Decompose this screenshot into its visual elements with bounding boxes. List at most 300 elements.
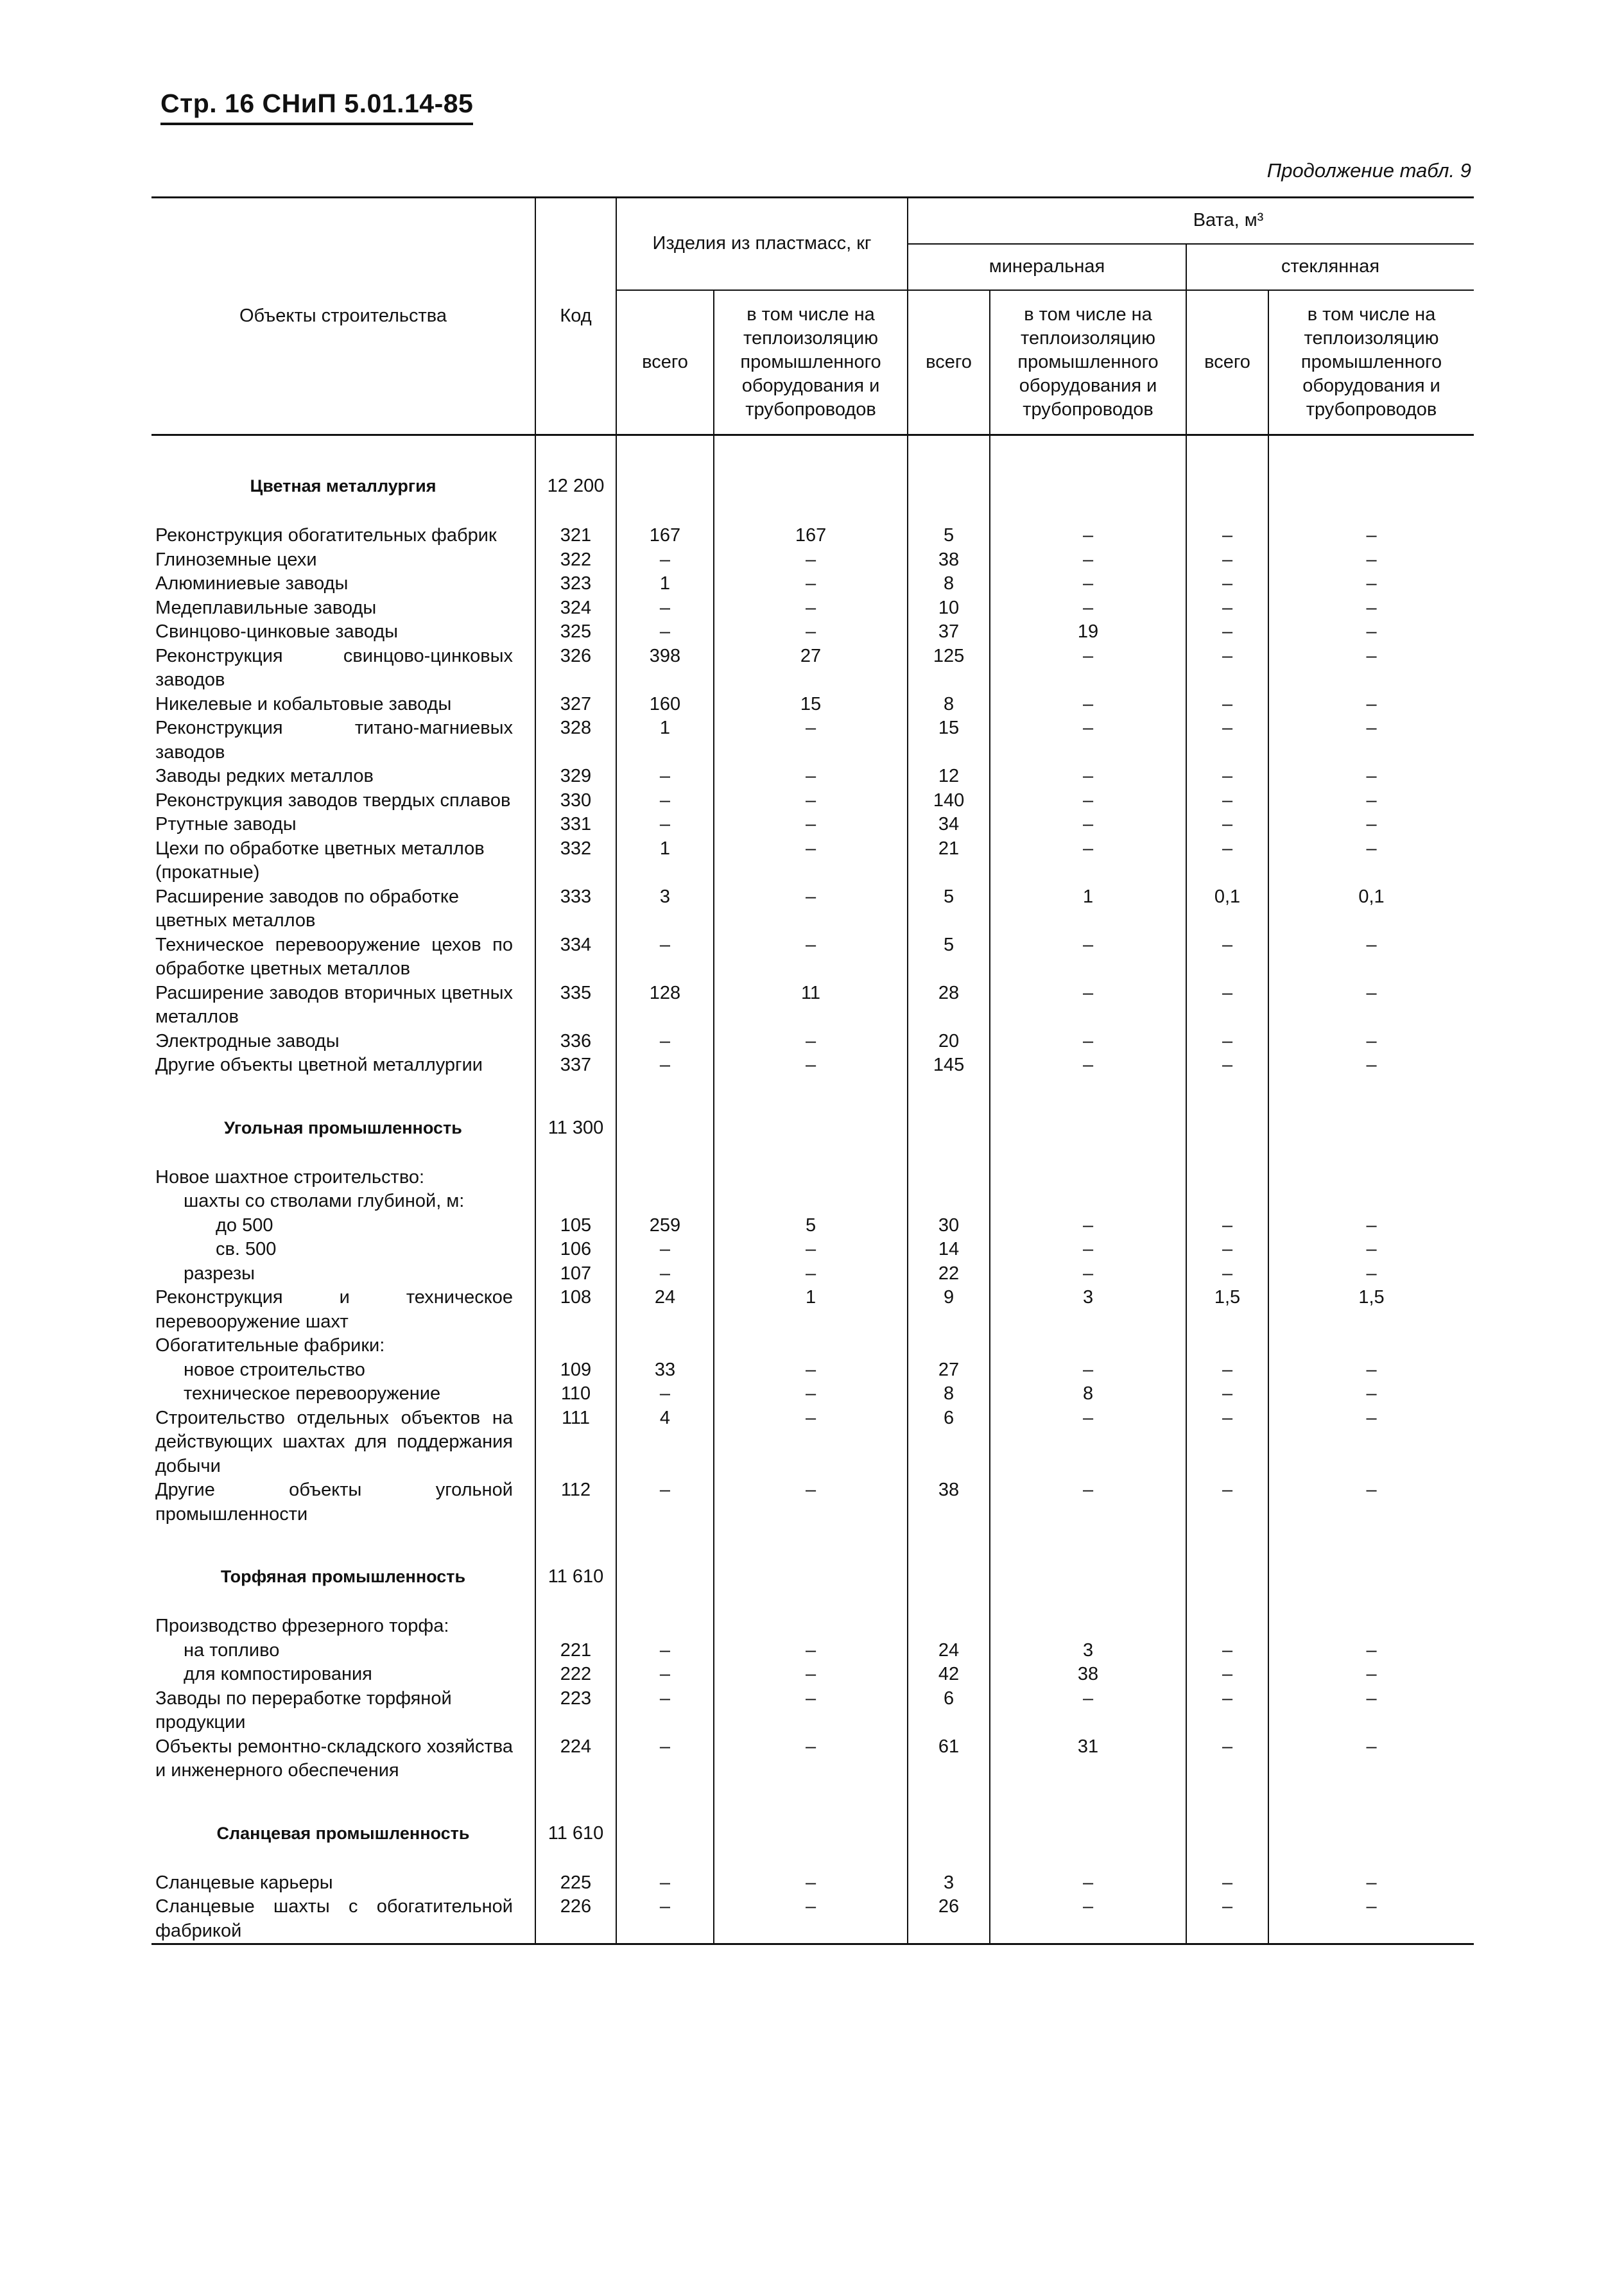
cell-mineral-total: 27 xyxy=(908,1358,990,1383)
cell-glass-incl: – xyxy=(1366,1639,1377,1661)
row-object-name: техническое перевооружение xyxy=(151,1382,535,1406)
table-row xyxy=(151,933,1474,981)
section-title: Сланцевая промышленность xyxy=(151,1783,535,1871)
cell-plastics-total xyxy=(616,1614,714,1639)
cell-mineral-total: 9 xyxy=(908,1286,990,1334)
empty-cell xyxy=(908,1783,990,1871)
row-code: 224 xyxy=(535,1735,616,1783)
cell-mineral-total: 24 xyxy=(908,1639,990,1663)
row-object-name: шахты со стволами глубиной, м: xyxy=(151,1189,535,1214)
cell-plastics-total: – xyxy=(616,596,714,621)
cell-glass-total: – xyxy=(1186,524,1268,548)
cell-glass-incl: – xyxy=(1366,1030,1377,1051)
row-object-name: до 500 xyxy=(151,1214,535,1238)
table-row xyxy=(151,1334,1474,1358)
cell-glass-total: 0,1 xyxy=(1186,885,1268,933)
empty-cell xyxy=(990,1526,1186,1614)
cell-mineral-total xyxy=(908,1166,990,1190)
cell-glass-incl: – xyxy=(1366,525,1377,546)
empty-cell xyxy=(714,1783,908,1871)
table-row xyxy=(151,524,1474,548)
row-object-name: Объекты ремонтно-складского хозяйства и инженерного обеспечения xyxy=(151,1735,535,1783)
cell-mineral-incl: 3 xyxy=(990,1286,1186,1334)
cell-glass-total: – xyxy=(1186,981,1268,1030)
row-code: 329 xyxy=(535,765,616,789)
cell-plastics-incl: – xyxy=(714,885,908,933)
cell-mineral-total: 8 xyxy=(908,572,990,596)
table-row xyxy=(151,596,1474,621)
section-title: Торфяная промышленность xyxy=(151,1526,535,1614)
cell-mineral-total xyxy=(908,1614,990,1639)
row-object-name: Реконструкция заводов твердых сплавов xyxy=(151,789,535,813)
cell-glass-incl: – xyxy=(1366,1872,1377,1893)
row-code: 334 xyxy=(535,933,616,981)
cell-glass-total: – xyxy=(1186,1478,1268,1526)
cell-mineral-incl: – xyxy=(990,1262,1186,1286)
cell-mineral-incl: 19 xyxy=(990,620,1186,644)
cell-glass-incl: – xyxy=(1366,790,1377,811)
cell-glass-total: – xyxy=(1186,1053,1268,1078)
col-plastics-header: Изделия из пластмасс, кг xyxy=(616,198,908,290)
row-code: 223 xyxy=(535,1687,616,1735)
row-code: 108 xyxy=(535,1286,616,1334)
row-object-name: Производство фрезерного торфа: xyxy=(151,1614,535,1639)
table-row xyxy=(151,1895,1474,1944)
row-object-name: разрезы xyxy=(151,1262,535,1286)
section-code: 11 610 xyxy=(535,1783,616,1871)
cell-mineral-incl: 8 xyxy=(990,1382,1186,1406)
cell-plastics-incl xyxy=(714,1334,908,1358)
cell-glass-incl: – xyxy=(1366,766,1377,786)
col-glass-incl: в том числе на теплоизоляцию промышленного оборудования и трубопроводов xyxy=(1268,290,1474,435)
cell-plastics-incl: 167 xyxy=(714,524,908,548)
cell-mineral-incl: – xyxy=(990,1406,1186,1479)
cell-glass-incl: – xyxy=(1366,1407,1377,1428)
table-body xyxy=(151,435,1474,1944)
table-row xyxy=(151,981,1474,1030)
cell-plastics-total xyxy=(616,1189,714,1214)
empty-cell xyxy=(1186,1783,1268,1871)
cell-mineral-total: 20 xyxy=(908,1030,990,1054)
cell-plastics-total: – xyxy=(616,933,714,981)
cell-plastics-total: – xyxy=(616,1895,714,1944)
cell-mineral-total: 6 xyxy=(908,1687,990,1735)
cell-mineral-total: 3 xyxy=(908,1871,990,1896)
row-code: 110 xyxy=(535,1382,616,1406)
cell-mineral-total: 5 xyxy=(908,933,990,981)
cell-mineral-total xyxy=(908,1189,990,1214)
table-row xyxy=(151,789,1474,813)
cell-plastics-incl: – xyxy=(714,1735,908,1783)
cell-mineral-total: 10 xyxy=(908,596,990,621)
cell-glass-incl: – xyxy=(1366,982,1377,1003)
row-code: 322 xyxy=(535,548,616,573)
row-object-name: Сланцевые карьеры xyxy=(151,1871,535,1896)
cell-plastics-incl: – xyxy=(714,716,908,765)
row-object-name: Никелевые и кобальтовые заводы xyxy=(151,693,535,717)
cell-mineral-total: 26 xyxy=(908,1895,990,1944)
table-row xyxy=(151,1053,1474,1078)
cell-mineral-incl: – xyxy=(990,548,1186,573)
cell-glass-incl: – xyxy=(1366,549,1377,570)
empty-cell xyxy=(908,435,990,524)
cell-glass-total: – xyxy=(1186,837,1268,885)
row-object-name: для компостирования xyxy=(151,1663,535,1687)
row-code: 331 xyxy=(535,813,616,837)
cell-mineral-incl: 3 xyxy=(990,1639,1186,1663)
cell-glass-total: – xyxy=(1186,1895,1268,1944)
col-glass-total: всего xyxy=(1186,290,1268,435)
table-row xyxy=(151,716,1474,765)
cell-glass-incl xyxy=(1268,1334,1474,1358)
row-object-name: Глиноземные цехи xyxy=(151,548,535,573)
cell-glass-incl: – xyxy=(1366,693,1377,714)
cell-plastics-incl: – xyxy=(714,1358,908,1383)
table-row xyxy=(151,1663,1474,1687)
cell-plastics-total: 128 xyxy=(616,981,714,1030)
row-code: 336 xyxy=(535,1030,616,1054)
table-row xyxy=(151,1030,1474,1054)
row-object-name: св. 500 xyxy=(151,1238,535,1262)
cell-plastics-incl: – xyxy=(714,1262,908,1286)
cell-glass-total: – xyxy=(1186,933,1268,981)
cell-plastics-total: 4 xyxy=(616,1406,714,1479)
empty-cell xyxy=(714,435,908,524)
row-object-name: Реконструкция и техническое перевооружение шахт xyxy=(151,1286,535,1334)
cell-glass-incl: – xyxy=(1366,621,1377,642)
cell-plastics-incl: – xyxy=(714,1663,908,1687)
cell-mineral-incl: – xyxy=(990,693,1186,717)
cell-glass-total: – xyxy=(1186,1871,1268,1896)
empty-cell xyxy=(990,1078,1186,1166)
empty-cell xyxy=(1268,1526,1474,1614)
cell-glass-incl: – xyxy=(1366,1214,1377,1236)
row-code: 326 xyxy=(535,644,616,693)
cell-glass-total: – xyxy=(1186,813,1268,837)
cell-mineral-incl: – xyxy=(990,1895,1186,1944)
table-header xyxy=(151,198,1474,435)
row-code: 112 xyxy=(535,1478,616,1526)
cell-mineral-incl: – xyxy=(990,1030,1186,1054)
cell-glass-total: – xyxy=(1186,1735,1268,1783)
row-code: 333 xyxy=(535,885,616,933)
row-object-name: Строительство отдельных объектов на действующих шахтах для поддержания добычи xyxy=(151,1406,535,1479)
empty-cell xyxy=(1186,435,1268,524)
row-code: 328 xyxy=(535,716,616,765)
cell-mineral-incl: – xyxy=(990,1053,1186,1078)
cell-plastics-incl: 27 xyxy=(714,644,908,693)
table-row xyxy=(151,572,1474,596)
row-code: 337 xyxy=(535,1053,616,1078)
col-mineral-incl: в том числе на теплоизоляцию промышленного оборудования и трубопроводов xyxy=(990,290,1186,435)
cell-glass-total: – xyxy=(1186,1406,1268,1479)
cell-mineral-total: 34 xyxy=(908,813,990,837)
cell-mineral-incl: 31 xyxy=(990,1735,1186,1783)
cell-mineral-total: 14 xyxy=(908,1238,990,1262)
cell-plastics-total: – xyxy=(616,548,714,573)
cell-plastics-total: – xyxy=(616,1735,714,1783)
row-object-name: Реконструкция титано-магниевых заводов xyxy=(151,716,535,765)
cell-glass-total: – xyxy=(1186,789,1268,813)
empty-cell xyxy=(908,1078,990,1166)
row-code: 321 xyxy=(535,524,616,548)
cell-glass-incl: – xyxy=(1366,1055,1377,1075)
cell-glass-incl: – xyxy=(1366,1383,1377,1404)
cell-glass-total: – xyxy=(1186,1687,1268,1735)
empty-cell xyxy=(1186,1078,1268,1166)
cell-glass-incl: – xyxy=(1366,573,1377,594)
cell-glass-incl: – xyxy=(1366,1359,1377,1380)
row-code: 222 xyxy=(535,1663,616,1687)
row-code: 325 xyxy=(535,620,616,644)
cell-glass-incl: – xyxy=(1366,1688,1377,1709)
row-object-name: Свинцово-цинковые заводы xyxy=(151,620,535,644)
section-row xyxy=(151,1078,1474,1166)
cell-plastics-total: – xyxy=(616,1053,714,1078)
row-code xyxy=(535,1189,616,1214)
cell-glass-incl xyxy=(1268,1166,1474,1190)
cell-plastics-incl xyxy=(714,1189,908,1214)
cell-plastics-incl: – xyxy=(714,1053,908,1078)
table-row xyxy=(151,1687,1474,1735)
cell-plastics-incl: – xyxy=(714,933,908,981)
cell-mineral-incl: – xyxy=(990,837,1186,885)
cell-glass-incl xyxy=(1268,1614,1474,1639)
cell-glass-total: – xyxy=(1186,644,1268,693)
cell-mineral-total: 8 xyxy=(908,1382,990,1406)
section-row xyxy=(151,435,1474,524)
row-code: 323 xyxy=(535,572,616,596)
cell-mineral-incl: – xyxy=(990,813,1186,837)
empty-cell xyxy=(1268,1783,1474,1871)
empty-cell xyxy=(1268,435,1474,524)
cell-mineral-total: 42 xyxy=(908,1663,990,1687)
cell-plastics-total: – xyxy=(616,1478,714,1526)
cell-plastics-incl: – xyxy=(714,1687,908,1735)
cell-mineral-incl: – xyxy=(990,524,1186,548)
row-code: 327 xyxy=(535,693,616,717)
cell-plastics-total xyxy=(616,1334,714,1358)
table-row xyxy=(151,1478,1474,1526)
section-title: Цветная металлургия xyxy=(151,435,535,524)
empty-cell xyxy=(616,1526,714,1614)
cell-glass-total xyxy=(1186,1166,1268,1190)
cell-mineral-total: 140 xyxy=(908,789,990,813)
row-object-name: Сланцевые шахты с обогатительной фабрикой xyxy=(151,1895,535,1944)
cell-mineral-total: 15 xyxy=(908,716,990,765)
cell-plastics-incl: – xyxy=(714,1238,908,1262)
row-object-name: Расширение заводов по обработке цветных металлов xyxy=(151,885,535,933)
cell-plastics-total: 167 xyxy=(616,524,714,548)
cell-mineral-total: 5 xyxy=(908,524,990,548)
table-row xyxy=(151,1382,1474,1406)
cell-plastics-incl: 11 xyxy=(714,981,908,1030)
col-glass-header: стеклянная xyxy=(1186,244,1474,290)
row-code xyxy=(535,1334,616,1358)
cell-plastics-incl: – xyxy=(714,620,908,644)
table-row xyxy=(151,885,1474,933)
empty-cell xyxy=(990,1783,1186,1871)
table-row xyxy=(151,1871,1474,1896)
row-object-name: Обогатительные фабрики: xyxy=(151,1334,535,1358)
empty-cell xyxy=(908,1526,990,1614)
col-code-header: Код xyxy=(535,198,616,435)
cell-mineral-incl: – xyxy=(990,644,1186,693)
table-row xyxy=(151,1214,1474,1238)
row-code: 105 xyxy=(535,1214,616,1238)
row-object-name: Медеплавильные заводы xyxy=(151,596,535,621)
row-code: 111 xyxy=(535,1406,616,1479)
table-continuation-label: Продолжение табл. 9 xyxy=(1266,159,1471,182)
cell-plastics-total: – xyxy=(616,813,714,837)
cell-mineral-incl: – xyxy=(990,596,1186,621)
cell-mineral-incl: – xyxy=(990,981,1186,1030)
table-row xyxy=(151,620,1474,644)
row-object-name: Расширение заводов вторичных цветных металлов xyxy=(151,981,535,1030)
cell-plastics-total: – xyxy=(616,789,714,813)
cell-glass-total: – xyxy=(1186,620,1268,644)
cell-glass-total: – xyxy=(1186,1262,1268,1286)
cell-mineral-total: 6 xyxy=(908,1406,990,1479)
cell-glass-incl: – xyxy=(1366,1239,1377,1259)
cell-plastics-incl: 5 xyxy=(714,1214,908,1238)
cell-glass-total xyxy=(1186,1189,1268,1214)
cell-glass-total: – xyxy=(1186,1663,1268,1687)
table-row xyxy=(151,1262,1474,1286)
col-mineral-header: минеральная xyxy=(908,244,1186,290)
cell-mineral-total: 145 xyxy=(908,1053,990,1078)
cell-plastics-total: 160 xyxy=(616,693,714,717)
section-row xyxy=(151,1526,1474,1614)
row-object-name: Новое шахтное строительство: xyxy=(151,1166,535,1190)
cell-glass-incl: – xyxy=(1366,838,1377,859)
table-row xyxy=(151,765,1474,789)
row-code xyxy=(535,1614,616,1639)
row-object-name: Электродные заводы xyxy=(151,1030,535,1054)
cell-glass-total: – xyxy=(1186,693,1268,717)
cell-plastics-incl: 1 xyxy=(714,1286,908,1334)
cell-mineral-incl xyxy=(990,1334,1186,1358)
empty-cell xyxy=(714,1078,908,1166)
row-code: 106 xyxy=(535,1238,616,1262)
table-row xyxy=(151,1286,1474,1334)
cell-plastics-incl: – xyxy=(714,813,908,837)
cell-glass-total: – xyxy=(1186,548,1268,573)
empty-cell xyxy=(616,1078,714,1166)
cell-mineral-incl: 38 xyxy=(990,1663,1186,1687)
table-row xyxy=(151,837,1474,885)
cell-plastics-total: 1 xyxy=(616,572,714,596)
section-code: 11 300 xyxy=(535,1078,616,1166)
cell-plastics-total: 398 xyxy=(616,644,714,693)
cell-glass-total: – xyxy=(1186,1639,1268,1663)
cell-mineral-total: 5 xyxy=(908,885,990,933)
cell-mineral-incl xyxy=(990,1189,1186,1214)
cell-plastics-total: 3 xyxy=(616,885,714,933)
cell-mineral-incl: – xyxy=(990,716,1186,765)
cell-glass-incl: – xyxy=(1366,1263,1377,1284)
cell-mineral-total: 61 xyxy=(908,1735,990,1783)
cell-mineral-total: 28 xyxy=(908,981,990,1030)
empty-cell xyxy=(714,1526,908,1614)
cell-mineral-incl: – xyxy=(990,1358,1186,1383)
cell-glass-total: – xyxy=(1186,596,1268,621)
cell-glass-total: – xyxy=(1186,1030,1268,1054)
row-object-name: Заводы редких металлов xyxy=(151,765,535,789)
row-object-name: новое строительство xyxy=(151,1358,535,1383)
row-object-name: Другие объекты угольной промышленности xyxy=(151,1478,535,1526)
table-row xyxy=(151,1358,1474,1383)
cell-mineral-total: 38 xyxy=(908,548,990,573)
data-table xyxy=(151,196,1474,1945)
table-row xyxy=(151,1614,1474,1639)
cell-plastics-total: 259 xyxy=(616,1214,714,1238)
cell-plastics-incl: – xyxy=(714,572,908,596)
cell-glass-total: – xyxy=(1186,1238,1268,1262)
cell-plastics-total: – xyxy=(616,765,714,789)
cell-plastics-incl xyxy=(714,1166,908,1190)
cell-plastics-total: – xyxy=(616,1639,714,1663)
row-code: 226 xyxy=(535,1895,616,1944)
cell-plastics-total: 1 xyxy=(616,837,714,885)
cell-glass-total: – xyxy=(1186,765,1268,789)
cell-plastics-incl: – xyxy=(714,596,908,621)
cell-plastics-total: – xyxy=(616,1238,714,1262)
cell-mineral-incl: – xyxy=(990,789,1186,813)
col-objects-header: Объекты строительства xyxy=(151,198,535,435)
table-row xyxy=(151,1238,1474,1262)
cell-mineral-total: 21 xyxy=(908,837,990,885)
cell-plastics-total: – xyxy=(616,1382,714,1406)
cell-mineral-incl: – xyxy=(990,933,1186,981)
cell-glass-incl xyxy=(1268,1189,1474,1214)
cell-mineral-incl: 1 xyxy=(990,885,1186,933)
cell-plastics-incl: – xyxy=(714,1382,908,1406)
data-table-container xyxy=(151,196,1474,2090)
row-object-name: Техническое перевооружение цехов по обработке цветных металлов xyxy=(151,933,535,981)
section-code: 12 200 xyxy=(535,435,616,524)
row-object-name: Заводы по переработке торфяной продукции xyxy=(151,1687,535,1735)
row-object-name: Алюминиевые заводы xyxy=(151,572,535,596)
col-mineral-total: всего xyxy=(908,290,990,435)
cell-mineral-total: 22 xyxy=(908,1262,990,1286)
row-code: 330 xyxy=(535,789,616,813)
cell-glass-incl: – xyxy=(1366,645,1377,666)
cell-glass-total: – xyxy=(1186,716,1268,765)
table-row xyxy=(151,813,1474,837)
cell-glass-incl: – xyxy=(1366,597,1377,618)
table-row xyxy=(151,1166,1474,1190)
cell-mineral-incl: – xyxy=(990,1871,1186,1896)
cell-plastics-total: – xyxy=(616,1030,714,1054)
cell-plastics-incl: – xyxy=(714,548,908,573)
empty-cell xyxy=(1268,1078,1474,1166)
cell-plastics-total: – xyxy=(616,1687,714,1735)
cell-mineral-total: 37 xyxy=(908,620,990,644)
table-row xyxy=(151,548,1474,573)
row-code: 324 xyxy=(535,596,616,621)
cell-glass-total: – xyxy=(1186,1358,1268,1383)
cell-mineral-total: 125 xyxy=(908,644,990,693)
cell-plastics-total: 33 xyxy=(616,1358,714,1383)
section-title: Угольная промышленность xyxy=(151,1078,535,1166)
row-object-name: Цехи по обработке цветных металлов (прокатные) xyxy=(151,837,535,885)
col-plastics-incl: в том числе на теплоизоляцию промышленного оборудования и трубопроводов xyxy=(714,290,908,435)
cell-glass-incl: – xyxy=(1366,1480,1377,1500)
cell-mineral-total: 12 xyxy=(908,765,990,789)
cell-glass-incl: – xyxy=(1366,934,1377,955)
cell-plastics-total: – xyxy=(616,1871,714,1896)
